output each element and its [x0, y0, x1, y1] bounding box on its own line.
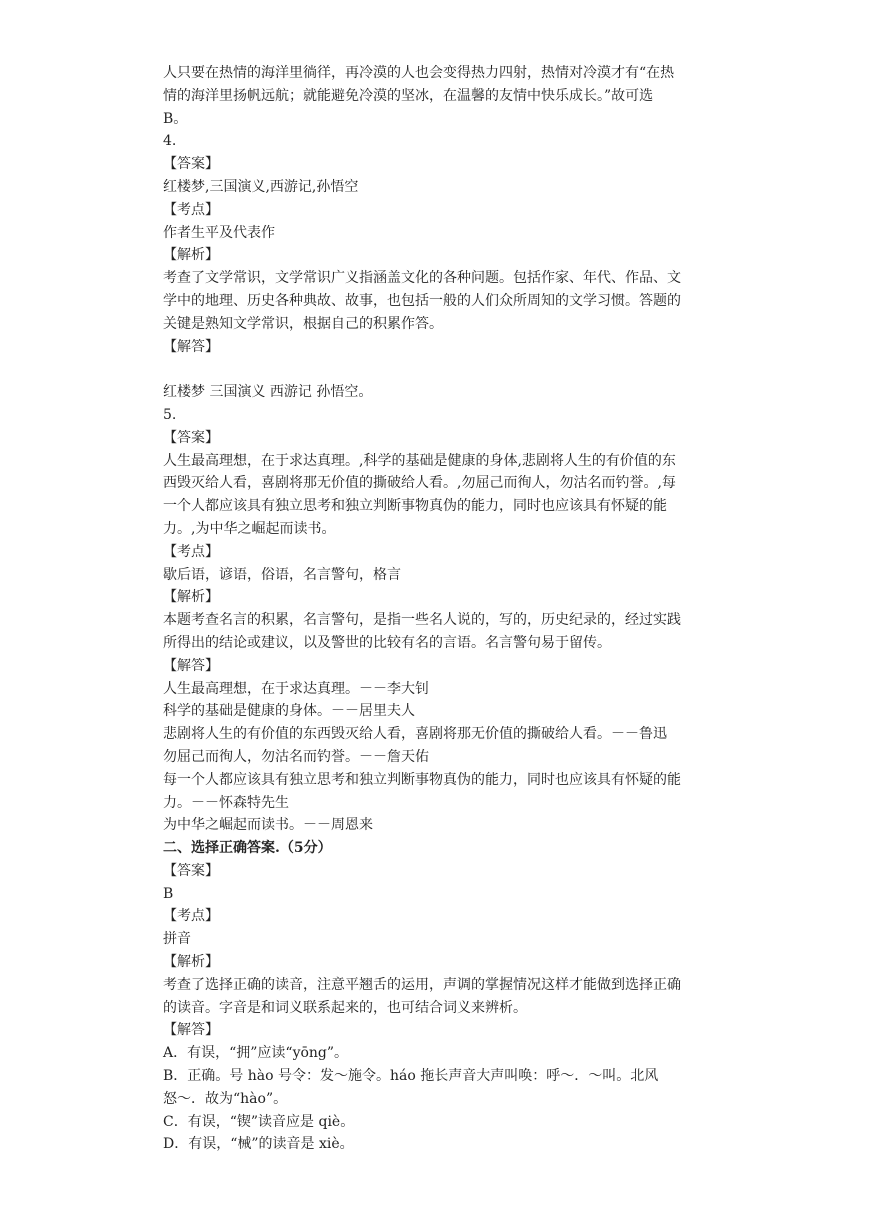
text-line: 每一个人都应该具有独立思考和独立判断事物真伪的能力，同时也应该具有怀疑的能 — [163, 771, 681, 788]
text-line: 所得出的结论或建议，以及警世的比较有名的言语。名言警句易于留传。 — [163, 634, 611, 651]
text-line: 勿屈己而徇人，勿沽名而钓誉。－－詹天佑 — [163, 748, 429, 765]
text-line: 怒～．故为“hào”。 — [163, 1090, 288, 1107]
solution-heading: 【解答】 — [163, 338, 219, 355]
blank-line — [163, 358, 733, 381]
text-line: 红楼梦,三国演义,西游记,孙悟空 — [163, 178, 359, 195]
solution-heading: 【解答】 — [163, 657, 219, 674]
question-number: 5. — [163, 406, 177, 423]
text-line: 本题考查名言的积累，名言警句，是指一些名人说的，写的，历史纪录的，经过实践 — [163, 612, 681, 629]
text-line: 人生最高理想，在于求达真理。－－李大钊 — [163, 680, 429, 697]
analysis-heading: 【解析】 — [163, 954, 219, 971]
analysis-heading: 【解析】 — [163, 589, 219, 606]
document-page — [163, 62, 733, 1156]
text-line: 考查了选择正确的读音，注意平翘舌的运用，声调的掌握情况这样才能做到选择正确 — [163, 976, 681, 993]
section-heading: 二、选择正确答案.（5分） — [163, 840, 332, 857]
text-line: 西毁灭给人看，喜剧将那无价值的撕破给人看。,勿屈己而徇人，勿沽名而钓誉。,每 — [163, 475, 676, 492]
text-line: 关键是熟知文学常识，根据自己的积累作答。 — [163, 315, 443, 332]
text-line: B — [163, 885, 174, 902]
text-line: 力。,为中华之崛起而读书。 — [163, 520, 336, 537]
text-line: 情的海洋里扬帆远航；就能避免冷漠的坚冰，在温馨的友情中快乐成长。”故可选 — [163, 87, 654, 104]
answer-heading: 【答案】 — [163, 156, 219, 173]
text-line: 作者生平及代表作 — [163, 224, 275, 241]
key-point-heading: 【考点】 — [163, 908, 219, 925]
text-line: 歇后语，谚语，俗语，名言警句，格言 — [163, 566, 401, 583]
text-line: 考查了文学常识，文学常识广义指涵盖文化的各种问题。包括作家、年代、作品、文 — [163, 270, 681, 287]
text-line: 人只要在热情的海洋里徜徉，再冷漠的人也会变得热力四射，热情对冷漠才有“在热 — [163, 65, 675, 81]
text-line: 力。－－怀森特先生 — [163, 794, 289, 811]
text-line: 的读音。字音是和词义联系起来的，也可结合词义来辨析。 — [163, 999, 527, 1016]
text-line: B。 — [163, 110, 188, 127]
text-line: 为中华之崛起而读书。－－周恩来 — [163, 817, 373, 834]
text-line: C．有误，“锲”读音应是 qiè。 — [163, 1113, 355, 1130]
text-line: 拼音 — [163, 931, 191, 948]
text-line: 学中的地理、历史各种典故、故事，也包括一般的人们众所周知的文学习惯。答题的 — [163, 292, 681, 309]
key-point-heading: 【考点】 — [163, 201, 219, 218]
answer-heading: 【答案】 — [163, 862, 219, 879]
text-line: 科学的基础是健康的身体。－－居里夫人 — [163, 703, 415, 720]
text-line: 人生最高理想，在于求达真理。,科学的基础是健康的身体,悲剧将人生的有价值的东 — [163, 452, 676, 469]
text-line: A．有误，“拥”应读“yōng”。 — [163, 1045, 349, 1062]
text-line: D．有误，“械”的读音是 xiè。 — [163, 1136, 354, 1153]
text-line: 一个人都应该具有独立思考和独立判断事物真伪的能力，同时也应该具有怀疑的能 — [163, 498, 667, 515]
text-line: 红楼梦 三国演义 西游记 孙悟空。 — [163, 384, 373, 401]
text-line: B．正确。号 hào 号令：发～施令。háo 拖长声音大声叫唤：呼～．～叫。北风 — [163, 1068, 659, 1085]
answer-heading: 【答案】 — [163, 429, 219, 446]
analysis-heading: 【解析】 — [163, 247, 219, 264]
question-number: 4. — [163, 133, 177, 150]
text-line: 悲剧将人生的有价值的东西毁灭给人看，喜剧将那无价值的撕破给人看。－－鲁迅 — [163, 726, 667, 743]
key-point-heading: 【考点】 — [163, 543, 219, 560]
solution-heading: 【解答】 — [163, 1022, 219, 1039]
